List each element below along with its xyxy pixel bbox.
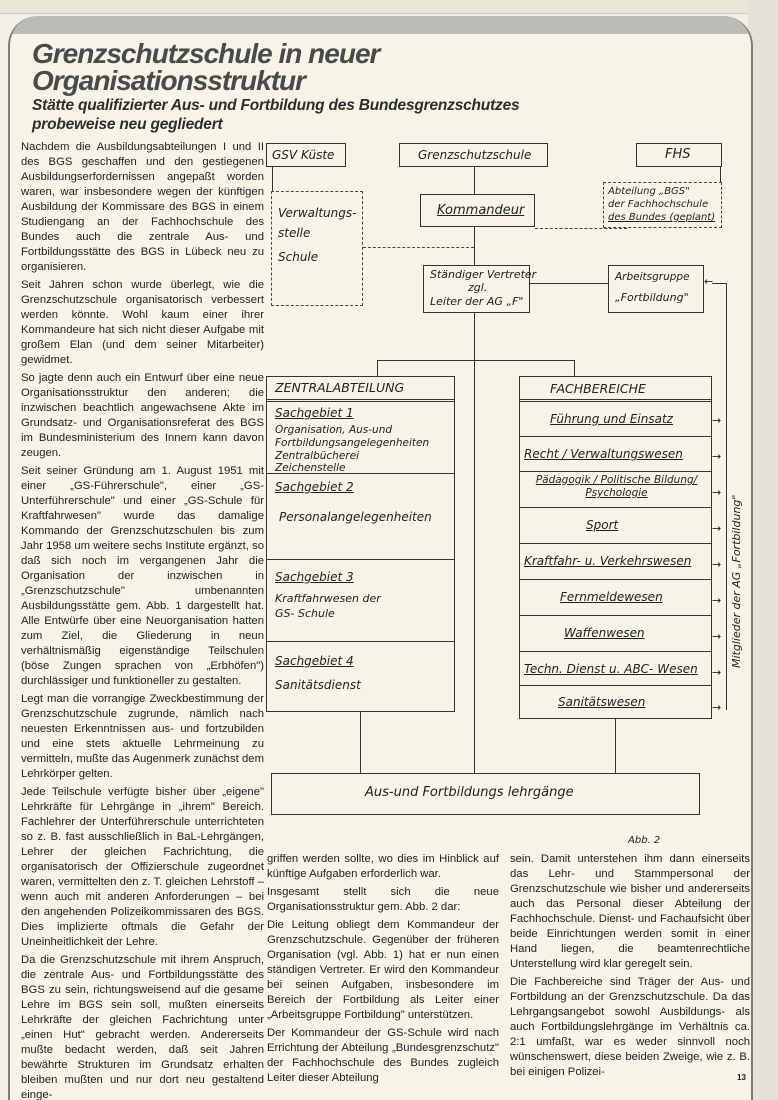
staendiger-vertreter-box xyxy=(423,265,537,313)
title-line-2: Organisationsstruktur xyxy=(32,65,306,96)
paragraph: Die Fachbereiche sind Träger der Aus- und Fortbildung an der Grenzschutzschule. Da das Lehrgangsangebot sowohl Ausbildungs- als auch Fortbildungslehrgänge im Verhältnis ca. 2:1 umfaßt, war es weder sinnvoll noch wünschenswert, diese beiden Zweige, wie z. B. bei einigen Polizei- xyxy=(510,976,750,1078)
connector-line xyxy=(474,167,475,194)
connector-line xyxy=(474,360,574,361)
vertreter-label: zgl. xyxy=(468,281,488,294)
gsv-kueste-box xyxy=(266,143,346,167)
fhs-label: FHS xyxy=(665,147,691,162)
sachgebiet-line: GS- Schule xyxy=(275,607,335,620)
zentralabteilung-box xyxy=(266,376,455,712)
verwaltungsstelle-label: Verwaltungs- xyxy=(278,206,357,220)
fhs-box xyxy=(636,143,722,167)
arrow-right-icon: → xyxy=(712,450,722,463)
arrow-right-icon: → xyxy=(712,558,722,571)
paragraph: sein. Damit unterstehen ihm dann einerseits das Lehr- und Stammpersonal der Grenzschutzschule wie bisher und andererseits auch das Personal dieser Abteilung der Fachhochschule. Dienst- und Fachaufsicht über beide Einrichtungen werden somit in einer Hand liegen, die beamtenrechtliche Unterstellung wird klar geregelt sein. xyxy=(510,853,750,970)
title-line-1: Grenzschutzschule in neuer xyxy=(32,38,380,69)
fachbereich-label: Waffenwesen xyxy=(564,626,645,640)
vertreter-label: Ständiger Vertreter xyxy=(430,268,537,281)
fachbereich-label: Techn. Dienst u. ABC- Wesen xyxy=(524,662,698,676)
lehrgaenge-label: Aus-und Fortbildungs lehrgänge xyxy=(365,785,574,800)
sachgebiet-line: Fortbildungsangelegenheiten xyxy=(275,437,430,449)
text-column-1 xyxy=(21,140,264,1100)
arrow-right-icon: → xyxy=(712,522,722,535)
sachgebiet-line: Organisation, Aus-und xyxy=(275,424,393,436)
fachbereich-label: Führung und Einsatz xyxy=(550,412,673,426)
magazine-page xyxy=(8,16,753,1100)
paragraph: griffen werden sollte, wo dies im Hinblick auf künftige Aufgaben erforderlich war. xyxy=(267,853,499,880)
sachgebiet-4 xyxy=(267,641,454,711)
connector-line xyxy=(712,283,726,284)
header-band xyxy=(10,16,753,34)
abteilung-bgs-box xyxy=(603,182,722,228)
connector-line xyxy=(474,227,475,265)
fachbereich-item xyxy=(520,399,711,436)
article-subtitle xyxy=(32,96,519,134)
fachbereiche-box xyxy=(519,376,712,719)
fachbereich-label: Kraftfahr- u. Verkehrswesen xyxy=(524,554,692,568)
abteilung-label: Abteilung „BGS" xyxy=(608,186,690,197)
arrow-right-icon: → xyxy=(712,666,722,679)
connector-line xyxy=(474,313,475,360)
sachgebiet-title: Sachgebiet 4 xyxy=(275,654,354,668)
scan-top-edge xyxy=(0,0,778,14)
arrow-right-icon: → xyxy=(712,701,722,714)
fachbereich-label: Pädagogik / Politische Bildung/ Psychologie xyxy=(535,474,698,499)
fachbereich-item xyxy=(520,471,711,507)
connector-line xyxy=(360,712,361,773)
sachgebiet-line: Zeichenstelle xyxy=(275,462,346,474)
ag-label: Arbeitsgruppe xyxy=(615,271,690,283)
sachgebiet-line: Personalangelegenheiten xyxy=(279,510,432,524)
subtitle-line-2: probeweise neu gegliedert xyxy=(32,116,223,133)
abteilung-label: der Fachhochschule xyxy=(608,199,709,210)
grenzschutzschule-box xyxy=(399,143,548,167)
mitglieder-ag-label: Mitglieder der AG „Fortbildung" xyxy=(730,494,743,668)
text-column-3 xyxy=(510,852,750,1083)
dashed-connector xyxy=(535,228,627,229)
page-number: 13 xyxy=(737,1073,746,1082)
paragraph: So jagte denn auch ein Entwurf über eine neue Organisationsstruktur den anderen; die inzwischen beachtlich angewachsene Akte im Grundsatz- und Organisationsreferat des BGS im Bundesministerium des Innern kann davon zeugen. xyxy=(21,372,264,459)
paragraph: Legt man die vorrangige Zweckbestimmung der Grenzschutzschule zugrunde, nämlich nach neuesten Erkenntnissen aus- und fortzubilden und eine stets aktuelle Lehrmeinung zu vermitteln, mußte das Augenmerk zunächst dem Lehrkörper gelten. xyxy=(21,693,264,780)
fachbereich-label: Fernmeldewesen xyxy=(560,590,663,604)
arrow-right-icon: → xyxy=(712,486,722,499)
sachgebiet-3 xyxy=(267,559,454,641)
subtitle-line-1: Stätte qualifizierter Aus- und Fortbildung des Bundesgrenzschutzes xyxy=(32,97,520,114)
fachbereich-item xyxy=(520,615,711,651)
fachbereich-label: Sport xyxy=(586,518,619,532)
connector-line xyxy=(720,167,721,182)
verwaltungsstelle-label: Schule xyxy=(278,250,319,264)
sachgebiet-line: Sanitätsdienst xyxy=(275,678,361,692)
fachbereich-item xyxy=(520,685,711,718)
verwaltungsstelle-label: stelle xyxy=(278,226,311,240)
text-column-2 xyxy=(267,852,499,1089)
arrow-right-icon: → xyxy=(712,594,722,607)
vertreter-label: Leiter der AG „F" xyxy=(430,295,524,308)
kommandeur-box xyxy=(420,194,535,227)
connector-line xyxy=(615,719,616,773)
paragraph: Die Leitung obliegt dem Kommandeur der Grenzschutzschule. Gegenüber der früheren Organisation (vgl. Abb. 1) hat er nun einen ständigen Vertreter. Er wird den Kommandeur bei seinen Aufgaben, insbesondere im Bereich der Fortbildung als Leiter einer „Arbeitsgruppe Fortbildung" unterstützen. xyxy=(267,919,499,1021)
fachbereich-label: Recht / Verwaltungswesen xyxy=(524,447,683,461)
bracket-line xyxy=(726,283,727,710)
connector-line xyxy=(530,283,608,284)
sachgebiet-title: Sachgebiet 2 xyxy=(275,480,354,494)
connector-line xyxy=(377,360,474,361)
fachbereiche-header: FACHBEREICHE xyxy=(550,381,646,396)
article-title xyxy=(32,40,379,94)
ag-label: „Fortbildung" xyxy=(615,291,689,304)
lehrgaenge-box xyxy=(271,773,700,815)
verwaltungsstelle-box xyxy=(271,191,363,306)
arrow-left-icon: ← xyxy=(704,275,714,288)
fachbereich-item xyxy=(520,543,711,579)
fachbereich-item xyxy=(520,507,711,543)
fachbereich-item xyxy=(520,651,711,685)
abteilung-label: des Bundes (geplant) xyxy=(608,212,716,223)
sachgebiet-title: Sachgebiet 3 xyxy=(275,570,354,584)
grenzschutzschule-label: Grenzschutzschule xyxy=(418,148,532,162)
connector-line xyxy=(574,360,575,376)
sachgebiet-2 xyxy=(267,473,454,547)
paragraph: Da die Grenzschutzschule mit ihrem Anspruch, die zentrale Aus- und Fortbildungsstätte des BGS zu sein, richtungsweisend auf die gesame Lehre im BGS sein soll, mußten einerseits Lehrkräfte der gleichen Fachrichtung unter „einen Hut" gebracht werden. Andererseits mußte bedacht werden, daß seit Jahren bewährte Strukturen im Grundsatz erhalten bleiben mußten und nur dort neu gestaltend einge- xyxy=(21,954,264,1100)
paragraph: Insgesamt stellt sich die neue Organisationsstruktur gem. Abb. 2 dar: xyxy=(267,886,499,913)
paragraph: Nachdem die Ausbildungsabteilungen I und II des BGS geschaffen und den gestiegenen Ausbildungserfordernissen angepaßt worden waren, war insbesondere wegen der künftigen Ausbildung der Kommissare des BGS in einem Studiengang an der Fachhochschule des Bundes auch die zentrale Aus- und Fortbildungsstätte des BGS in Lübeck neu zu organisieren. xyxy=(21,141,264,273)
arbeitsgruppe-fortbildung-box xyxy=(608,265,704,313)
paragraph: Der Kommandeur der GS-Schule wird nach Errichtung der Abteilung „Bundesgrenzschutz" der Fachhochschule des Bundes zugleich Leiter dieser Abteilung xyxy=(267,1027,499,1084)
zentralabteilung-header: ZENTRALABTEILUNG xyxy=(275,380,405,395)
gsv-kueste-label: GSV Küste xyxy=(272,148,335,162)
paragraph: Seit seiner Gründung am 1. August 1951 mit einer „GS-Führerschule", einer „GS-Unterführerschule" und einer „GS-Schule für Kraftfahrwesen" wurde das damalige Kommando der Grenzschutzschulen bis zum Jahr 1958 um weitere sechs Institute ergänzt, so daß sich noch im vergangenen Jahr die Organisation der inzwischen in „Grenzschutzschule" umbenannten Ausbildungsstätte gem. Abb. 1 dargestellt hat. Alle Entwürfe über eine Neuorganisation hatten zum Ziel, die Gliederung in neun verhältnismäßig eigenständige Teilschulen (böse Zungen sprachen von „Erbhöfen") durchlässiger und funktioneller zu gestalten. xyxy=(21,465,265,687)
connector-line xyxy=(272,167,273,191)
dashed-connector xyxy=(363,247,474,248)
paragraph: Seit Jahren schon wurde überlegt, wie die Grenzschutzschule organisatorisch verbessert werden könnte. Wohl kaum einer ihrer Kommandeure hat sich nicht dieser Aufgabe mit großem Elan (und dem seiner Mitarbeiter) gewidmet. xyxy=(21,279,264,366)
kommandeur-label: Kommandeur xyxy=(437,203,525,218)
arrow-right-icon: → xyxy=(712,414,722,427)
sachgebiet-title: Sachgebiet 1 xyxy=(275,406,354,420)
figure-caption: Abb. 2 xyxy=(628,835,661,846)
sachgebiet-line: Zentralbücherei xyxy=(275,450,359,462)
fachbereich-item xyxy=(520,579,711,615)
connector-line xyxy=(474,360,475,773)
fachbereich-item xyxy=(520,436,711,472)
paragraph: Jede Teilschule verfügte bisher über „eigene" Lehrkräfte für Lehrgänge in „ihrem" Bereich. Fachlehrer der Unterführerschule unterrichteten so z. B. fast ausschließlich in BaL-Lehrgängen, Lehrer der gleichen Fachrichtung, die organisatorisch der Offizierschule zugeordnet waren, vermittelten den z. T. gleichen Lehrstoff – wenn auch mit anderen Anforderungen – bei den angehenden Polizeikommissaren des BGS. Dies implizierte oftmals die Gefahr der Uneinheitlichkeit der Lehre. xyxy=(21,786,264,948)
arrow-right-icon: → xyxy=(712,630,722,643)
sachgebiet-line: Kraftfahrwesen der xyxy=(275,592,381,605)
connector-line xyxy=(377,360,378,376)
org-chart-diagram xyxy=(260,140,750,846)
fachbereich-label: Sanitätswesen xyxy=(558,695,646,709)
